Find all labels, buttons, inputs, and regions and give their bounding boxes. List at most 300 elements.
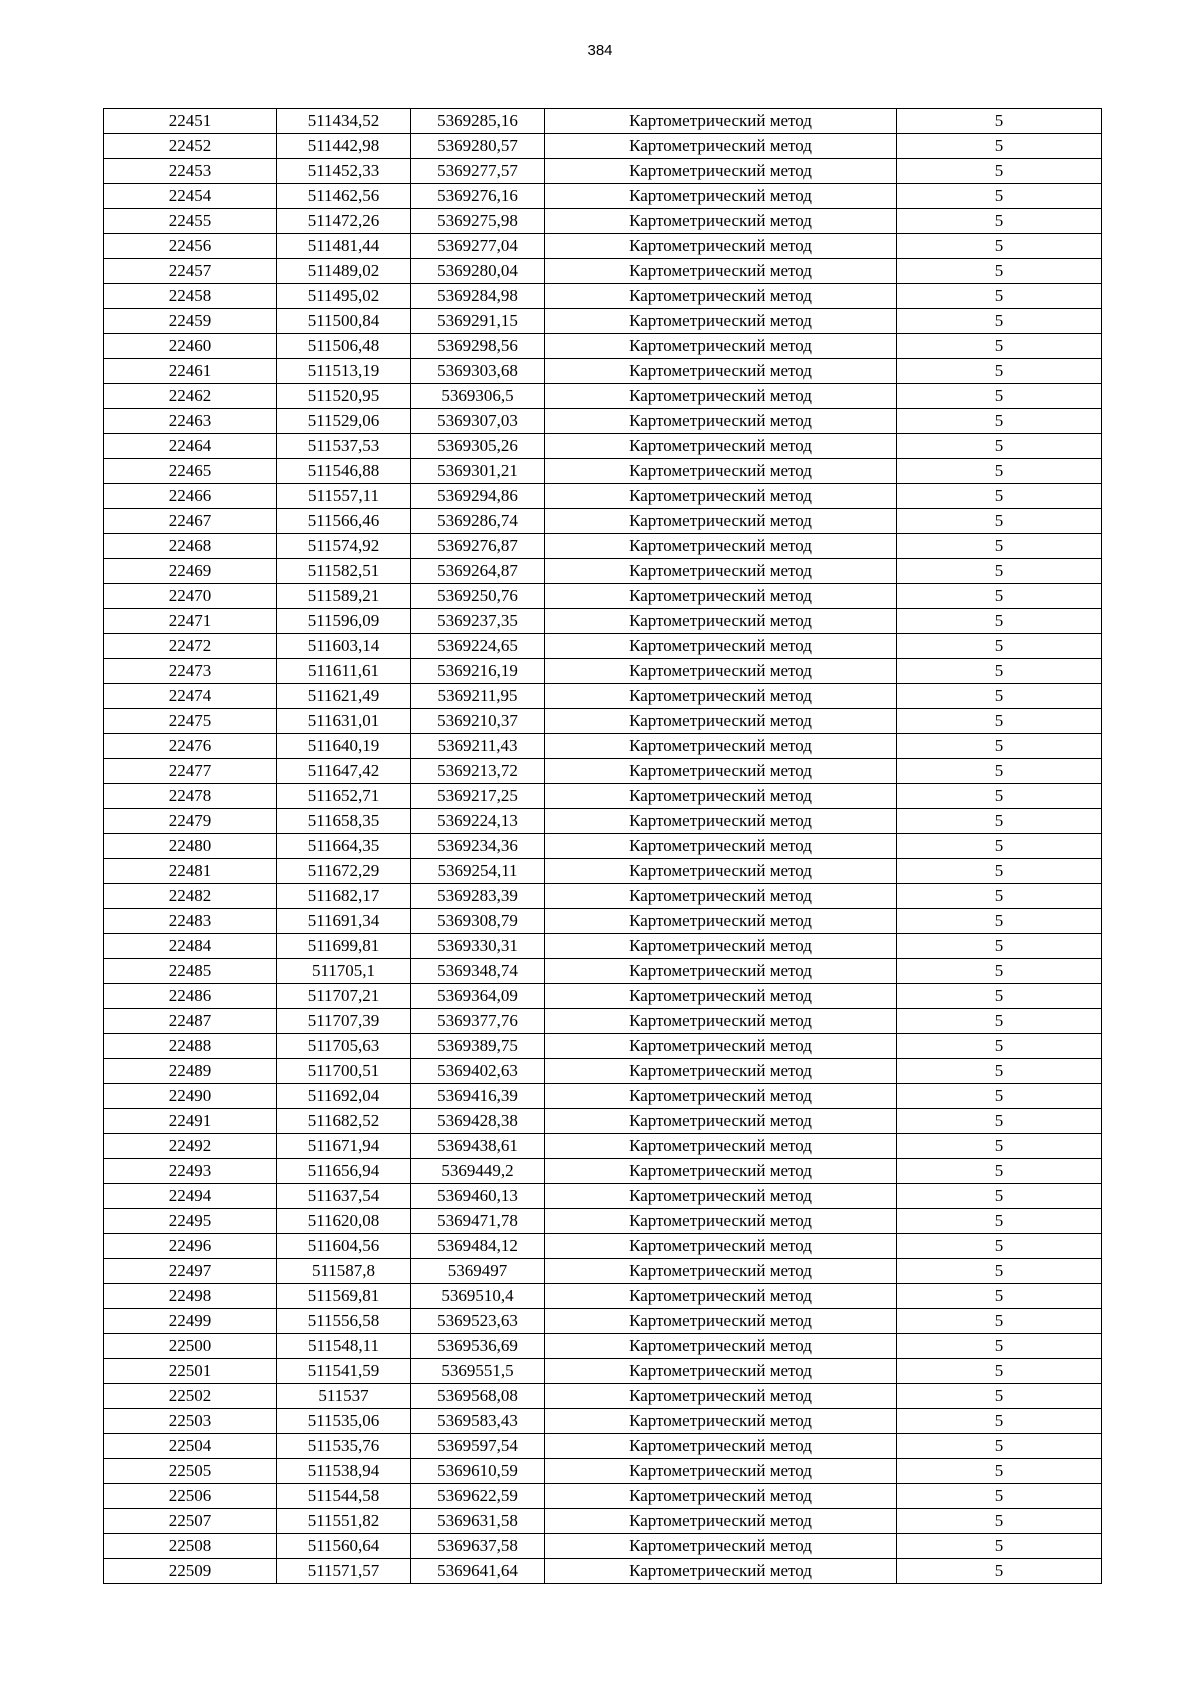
table-row — [104, 1134, 1102, 1159]
point-number-cell: 22494 — [104, 1184, 277, 1209]
y-coordinate-cell: 5369276,87 — [411, 534, 545, 559]
point-number-cell: 22496 — [104, 1234, 277, 1259]
accuracy-cell: 5 — [897, 1109, 1102, 1134]
point-number-cell: 22465 — [104, 459, 277, 484]
method-cell: Картометрический метод — [545, 1534, 897, 1559]
point-number-cell: 22451 — [104, 109, 277, 134]
table-row — [104, 1359, 1102, 1384]
point-number-cell: 22479 — [104, 809, 277, 834]
accuracy-cell: 5 — [897, 509, 1102, 534]
table-row — [104, 809, 1102, 834]
accuracy-cell: 5 — [897, 1059, 1102, 1084]
method-cell: Картометрический метод — [545, 1334, 897, 1359]
accuracy-cell: 5 — [897, 184, 1102, 209]
accuracy-cell: 5 — [897, 809, 1102, 834]
point-number-cell: 22488 — [104, 1034, 277, 1059]
method-cell: Картометрический метод — [545, 1134, 897, 1159]
accuracy-cell: 5 — [897, 334, 1102, 359]
accuracy-cell: 5 — [897, 1434, 1102, 1459]
x-coordinate-cell: 511705,1 — [277, 959, 411, 984]
x-coordinate-cell: 511452,33 — [277, 159, 411, 184]
x-coordinate-cell: 511620,08 — [277, 1209, 411, 1234]
x-coordinate-cell: 511537,53 — [277, 434, 411, 459]
accuracy-cell: 5 — [897, 1234, 1102, 1259]
x-coordinate-cell: 511705,63 — [277, 1034, 411, 1059]
accuracy-cell: 5 — [897, 934, 1102, 959]
method-cell: Картометрический метод — [545, 759, 897, 784]
method-cell: Картометрический метод — [545, 809, 897, 834]
accuracy-cell: 5 — [897, 659, 1102, 684]
method-cell: Картометрический метод — [545, 184, 897, 209]
x-coordinate-cell: 511647,42 — [277, 759, 411, 784]
table-row — [104, 509, 1102, 534]
accuracy-cell: 5 — [897, 1334, 1102, 1359]
point-number-cell: 22489 — [104, 1059, 277, 1084]
accuracy-cell: 5 — [897, 734, 1102, 759]
point-number-cell: 22455 — [104, 209, 277, 234]
y-coordinate-cell: 5369484,12 — [411, 1234, 545, 1259]
accuracy-cell: 5 — [897, 309, 1102, 334]
y-coordinate-cell: 5369224,13 — [411, 809, 545, 834]
method-cell: Картометрический метод — [545, 209, 897, 234]
method-cell: Картометрический метод — [545, 684, 897, 709]
x-coordinate-cell: 511560,64 — [277, 1534, 411, 1559]
x-coordinate-cell: 511556,58 — [277, 1309, 411, 1334]
x-coordinate-cell: 511707,39 — [277, 1009, 411, 1034]
x-coordinate-cell: 511513,19 — [277, 359, 411, 384]
point-number-cell: 22486 — [104, 984, 277, 1009]
table-row — [104, 1484, 1102, 1509]
y-coordinate-cell: 5369460,13 — [411, 1184, 545, 1209]
method-cell: Картометрический метод — [545, 509, 897, 534]
table-row — [104, 1159, 1102, 1184]
point-number-cell: 22469 — [104, 559, 277, 584]
method-cell: Картометрический метод — [545, 859, 897, 884]
y-coordinate-cell: 5369280,04 — [411, 259, 545, 284]
method-cell: Картометрический метод — [545, 1209, 897, 1234]
table-row — [104, 259, 1102, 284]
method-cell: Картометрический метод — [545, 1434, 897, 1459]
y-coordinate-cell: 5369610,59 — [411, 1459, 545, 1484]
y-coordinate-cell: 5369597,54 — [411, 1434, 545, 1459]
y-coordinate-cell: 5369641,64 — [411, 1559, 545, 1584]
accuracy-cell: 5 — [897, 1459, 1102, 1484]
y-coordinate-cell: 5369307,03 — [411, 409, 545, 434]
table-row — [104, 834, 1102, 859]
point-number-cell: 22487 — [104, 1009, 277, 1034]
method-cell: Картометрический метод — [545, 1259, 897, 1284]
accuracy-cell: 5 — [897, 959, 1102, 984]
x-coordinate-cell: 511707,21 — [277, 984, 411, 1009]
table-row — [104, 1209, 1102, 1234]
y-coordinate-cell: 5369294,86 — [411, 484, 545, 509]
method-cell: Картометрический метод — [545, 884, 897, 909]
method-cell: Картометрический метод — [545, 259, 897, 284]
method-cell: Картометрический метод — [545, 559, 897, 584]
method-cell: Картометрический метод — [545, 1084, 897, 1109]
accuracy-cell: 5 — [897, 134, 1102, 159]
point-number-cell: 22454 — [104, 184, 277, 209]
y-coordinate-cell: 5369285,16 — [411, 109, 545, 134]
accuracy-cell: 5 — [897, 1309, 1102, 1334]
point-number-cell: 22473 — [104, 659, 277, 684]
accuracy-cell: 5 — [897, 384, 1102, 409]
x-coordinate-cell: 511596,09 — [277, 609, 411, 634]
table-row — [104, 284, 1102, 309]
method-cell: Картометрический метод — [545, 709, 897, 734]
accuracy-cell: 5 — [897, 434, 1102, 459]
y-coordinate-cell: 5369277,04 — [411, 234, 545, 259]
x-coordinate-cell: 511520,95 — [277, 384, 411, 409]
accuracy-cell: 5 — [897, 1184, 1102, 1209]
y-coordinate-cell: 5369234,36 — [411, 834, 545, 859]
table-row — [104, 584, 1102, 609]
point-number-cell: 22509 — [104, 1559, 277, 1584]
method-cell: Картометрический метод — [545, 1059, 897, 1084]
table-row — [104, 759, 1102, 784]
table-row — [104, 1084, 1102, 1109]
y-coordinate-cell: 5369330,31 — [411, 934, 545, 959]
x-coordinate-cell: 511566,46 — [277, 509, 411, 534]
table-row — [104, 684, 1102, 709]
accuracy-cell: 5 — [897, 284, 1102, 309]
point-number-cell: 22500 — [104, 1334, 277, 1359]
method-cell: Картометрический метод — [545, 484, 897, 509]
accuracy-cell: 5 — [897, 1209, 1102, 1234]
accuracy-cell: 5 — [897, 634, 1102, 659]
x-coordinate-cell: 511652,71 — [277, 784, 411, 809]
method-cell: Картометрический метод — [545, 934, 897, 959]
y-coordinate-cell: 5369286,74 — [411, 509, 545, 534]
x-coordinate-cell: 511582,51 — [277, 559, 411, 584]
method-cell: Картометрический метод — [545, 1509, 897, 1534]
y-coordinate-cell: 5369216,19 — [411, 659, 545, 684]
accuracy-cell: 5 — [897, 784, 1102, 809]
x-coordinate-cell: 511557,11 — [277, 484, 411, 509]
x-coordinate-cell: 511569,81 — [277, 1284, 411, 1309]
y-coordinate-cell: 5369631,58 — [411, 1509, 545, 1534]
y-coordinate-cell: 5369211,43 — [411, 734, 545, 759]
y-coordinate-cell: 5369568,08 — [411, 1384, 545, 1409]
x-coordinate-cell: 511621,49 — [277, 684, 411, 709]
accuracy-cell: 5 — [897, 709, 1102, 734]
x-coordinate-cell: 511671,94 — [277, 1134, 411, 1159]
y-coordinate-cell: 5369551,5 — [411, 1359, 545, 1384]
y-coordinate-cell: 5369298,56 — [411, 334, 545, 359]
point-number-cell: 22466 — [104, 484, 277, 509]
method-cell: Картометрический метод — [545, 959, 897, 984]
accuracy-cell: 5 — [897, 1084, 1102, 1109]
table-row — [104, 909, 1102, 934]
method-cell: Картометрический метод — [545, 1409, 897, 1434]
accuracy-cell: 5 — [897, 1484, 1102, 1509]
method-cell: Картометрический метод — [545, 659, 897, 684]
y-coordinate-cell: 5369254,11 — [411, 859, 545, 884]
point-number-cell: 22497 — [104, 1259, 277, 1284]
accuracy-cell: 5 — [897, 1534, 1102, 1559]
point-number-cell: 22495 — [104, 1209, 277, 1234]
y-coordinate-cell: 5369308,79 — [411, 909, 545, 934]
x-coordinate-cell: 511500,84 — [277, 309, 411, 334]
accuracy-cell: 5 — [897, 1559, 1102, 1584]
y-coordinate-cell: 5369402,63 — [411, 1059, 545, 1084]
x-coordinate-cell: 511700,51 — [277, 1059, 411, 1084]
x-coordinate-cell: 511691,34 — [277, 909, 411, 934]
table-row — [104, 709, 1102, 734]
table-row — [104, 234, 1102, 259]
y-coordinate-cell: 5369275,98 — [411, 209, 545, 234]
table-row — [104, 384, 1102, 409]
page-number: 384 — [587, 42, 613, 59]
x-coordinate-cell: 511658,35 — [277, 809, 411, 834]
x-coordinate-cell: 511541,59 — [277, 1359, 411, 1384]
x-coordinate-cell: 511574,92 — [277, 534, 411, 559]
table-row — [104, 959, 1102, 984]
accuracy-cell: 5 — [897, 1009, 1102, 1034]
table-row — [104, 159, 1102, 184]
coordinates-table-body — [104, 109, 1102, 1584]
point-number-cell: 22485 — [104, 959, 277, 984]
table-row — [104, 1284, 1102, 1309]
table-row — [104, 1334, 1102, 1359]
accuracy-cell: 5 — [897, 1134, 1102, 1159]
accuracy-cell: 5 — [897, 834, 1102, 859]
method-cell: Картометрический метод — [545, 534, 897, 559]
point-number-cell: 22472 — [104, 634, 277, 659]
method-cell: Картометрический метод — [545, 334, 897, 359]
table-row — [104, 559, 1102, 584]
method-cell: Картометрический метод — [545, 1109, 897, 1134]
y-coordinate-cell: 5369305,26 — [411, 434, 545, 459]
point-number-cell: 22491 — [104, 1109, 277, 1134]
x-coordinate-cell: 511535,06 — [277, 1409, 411, 1434]
y-coordinate-cell: 5369301,21 — [411, 459, 545, 484]
table-row — [104, 1009, 1102, 1034]
x-coordinate-cell: 511535,76 — [277, 1434, 411, 1459]
accuracy-cell: 5 — [897, 1384, 1102, 1409]
accuracy-cell: 5 — [897, 609, 1102, 634]
table-row — [104, 884, 1102, 909]
method-cell: Картометрический метод — [545, 609, 897, 634]
table-row — [104, 134, 1102, 159]
method-cell: Картометрический метод — [545, 1234, 897, 1259]
point-number-cell: 22492 — [104, 1134, 277, 1159]
y-coordinate-cell: 5369428,38 — [411, 1109, 545, 1134]
method-cell: Картометрический метод — [545, 1559, 897, 1584]
x-coordinate-cell: 511489,02 — [277, 259, 411, 284]
table-row — [104, 934, 1102, 959]
x-coordinate-cell: 511587,8 — [277, 1259, 411, 1284]
point-number-cell: 22453 — [104, 159, 277, 184]
table-row — [104, 659, 1102, 684]
y-coordinate-cell: 5369449,2 — [411, 1159, 545, 1184]
x-coordinate-cell: 511699,81 — [277, 934, 411, 959]
y-coordinate-cell: 5369637,58 — [411, 1534, 545, 1559]
method-cell: Картометрический метод — [545, 909, 897, 934]
point-number-cell: 22458 — [104, 284, 277, 309]
table-row — [104, 359, 1102, 384]
method-cell: Картометрический метод — [545, 1359, 897, 1384]
method-cell: Картометрический метод — [545, 1159, 897, 1184]
accuracy-cell: 5 — [897, 1284, 1102, 1309]
x-coordinate-cell: 511604,56 — [277, 1234, 411, 1259]
table-row — [104, 434, 1102, 459]
accuracy-cell: 5 — [897, 584, 1102, 609]
table-row — [104, 409, 1102, 434]
table-row — [104, 484, 1102, 509]
table-row — [104, 984, 1102, 1009]
y-coordinate-cell: 5369438,61 — [411, 1134, 545, 1159]
method-cell: Картометрический метод — [545, 1184, 897, 1209]
table-row — [104, 459, 1102, 484]
table-row — [104, 209, 1102, 234]
accuracy-cell: 5 — [897, 1359, 1102, 1384]
x-coordinate-cell: 511544,58 — [277, 1484, 411, 1509]
y-coordinate-cell: 5369277,57 — [411, 159, 545, 184]
table-row — [104, 1559, 1102, 1584]
point-number-cell: 22505 — [104, 1459, 277, 1484]
table-row — [104, 609, 1102, 634]
x-coordinate-cell: 511472,26 — [277, 209, 411, 234]
x-coordinate-cell: 511495,02 — [277, 284, 411, 309]
method-cell: Картометрический метод — [545, 734, 897, 759]
x-coordinate-cell: 511529,06 — [277, 409, 411, 434]
table-row — [104, 784, 1102, 809]
point-number-cell: 22483 — [104, 909, 277, 934]
y-coordinate-cell: 5369364,09 — [411, 984, 545, 1009]
method-cell: Картометрический метод — [545, 134, 897, 159]
point-number-cell: 22463 — [104, 409, 277, 434]
y-coordinate-cell: 5369291,15 — [411, 309, 545, 334]
point-number-cell: 22484 — [104, 934, 277, 959]
x-coordinate-cell: 511546,88 — [277, 459, 411, 484]
accuracy-cell: 5 — [897, 359, 1102, 384]
point-number-cell: 22474 — [104, 684, 277, 709]
accuracy-cell: 5 — [897, 884, 1102, 909]
y-coordinate-cell: 5369583,43 — [411, 1409, 545, 1434]
accuracy-cell: 5 — [897, 534, 1102, 559]
table-row — [104, 1034, 1102, 1059]
method-cell: Картометрический метод — [545, 1034, 897, 1059]
method-cell: Картометрический метод — [545, 1484, 897, 1509]
accuracy-cell: 5 — [897, 984, 1102, 1009]
point-number-cell: 22498 — [104, 1284, 277, 1309]
accuracy-cell: 5 — [897, 234, 1102, 259]
y-coordinate-cell: 5369217,25 — [411, 784, 545, 809]
y-coordinate-cell: 5369523,63 — [411, 1309, 545, 1334]
y-coordinate-cell: 5369377,76 — [411, 1009, 545, 1034]
x-coordinate-cell: 511548,11 — [277, 1334, 411, 1359]
method-cell: Картометрический метод — [545, 359, 897, 384]
method-cell: Картометрический метод — [545, 384, 897, 409]
method-cell: Картометрический метод — [545, 434, 897, 459]
x-coordinate-cell: 511551,82 — [277, 1509, 411, 1534]
method-cell: Картометрический метод — [545, 309, 897, 334]
y-coordinate-cell: 5369622,59 — [411, 1484, 545, 1509]
point-number-cell: 22461 — [104, 359, 277, 384]
method-cell: Картометрический метод — [545, 1284, 897, 1309]
table-row — [104, 534, 1102, 559]
x-coordinate-cell: 511442,98 — [277, 134, 411, 159]
accuracy-cell: 5 — [897, 684, 1102, 709]
table-row — [104, 1109, 1102, 1134]
table-row — [104, 1059, 1102, 1084]
accuracy-cell: 5 — [897, 859, 1102, 884]
table-row — [104, 1459, 1102, 1484]
point-number-cell: 22452 — [104, 134, 277, 159]
accuracy-cell: 5 — [897, 1159, 1102, 1184]
method-cell: Картометрический метод — [545, 1459, 897, 1484]
point-number-cell: 22477 — [104, 759, 277, 784]
table-row — [104, 1234, 1102, 1259]
y-coordinate-cell: 5369237,35 — [411, 609, 545, 634]
y-coordinate-cell: 5369283,39 — [411, 884, 545, 909]
point-number-cell: 22457 — [104, 259, 277, 284]
method-cell: Картометрический метод — [545, 834, 897, 859]
x-coordinate-cell: 511656,94 — [277, 1159, 411, 1184]
x-coordinate-cell: 511538,94 — [277, 1459, 411, 1484]
point-number-cell: 22459 — [104, 309, 277, 334]
table-row — [104, 1534, 1102, 1559]
point-number-cell: 22471 — [104, 609, 277, 634]
method-cell: Картометрический метод — [545, 984, 897, 1009]
method-cell: Картометрический метод — [545, 634, 897, 659]
accuracy-cell: 5 — [897, 759, 1102, 784]
x-coordinate-cell: 511603,14 — [277, 634, 411, 659]
accuracy-cell: 5 — [897, 209, 1102, 234]
point-number-cell: 22490 — [104, 1084, 277, 1109]
method-cell: Картометрический метод — [545, 784, 897, 809]
point-number-cell: 22467 — [104, 509, 277, 534]
table-row — [104, 1434, 1102, 1459]
table-row — [104, 859, 1102, 884]
y-coordinate-cell: 5369510,4 — [411, 1284, 545, 1309]
point-number-cell: 22475 — [104, 709, 277, 734]
y-coordinate-cell: 5369264,87 — [411, 559, 545, 584]
accuracy-cell: 5 — [897, 259, 1102, 284]
y-coordinate-cell: 5369536,69 — [411, 1334, 545, 1359]
accuracy-cell: 5 — [897, 159, 1102, 184]
x-coordinate-cell: 511640,19 — [277, 734, 411, 759]
table-row — [104, 1309, 1102, 1334]
accuracy-cell: 5 — [897, 1509, 1102, 1534]
point-number-cell: 22456 — [104, 234, 277, 259]
y-coordinate-cell: 5369497 — [411, 1259, 545, 1284]
x-coordinate-cell: 511664,35 — [277, 834, 411, 859]
point-number-cell: 22507 — [104, 1509, 277, 1534]
point-number-cell: 22476 — [104, 734, 277, 759]
point-number-cell: 22508 — [104, 1534, 277, 1559]
method-cell: Картометрический метод — [545, 584, 897, 609]
y-coordinate-cell: 5369348,74 — [411, 959, 545, 984]
x-coordinate-cell: 511611,61 — [277, 659, 411, 684]
accuracy-cell: 5 — [897, 1034, 1102, 1059]
y-coordinate-cell: 5369211,95 — [411, 684, 545, 709]
y-coordinate-cell: 5369471,78 — [411, 1209, 545, 1234]
table-row — [104, 309, 1102, 334]
x-coordinate-cell: 511682,17 — [277, 884, 411, 909]
point-number-cell: 22499 — [104, 1309, 277, 1334]
table-row — [104, 1509, 1102, 1534]
x-coordinate-cell: 511637,54 — [277, 1184, 411, 1209]
x-coordinate-cell: 511434,52 — [277, 109, 411, 134]
point-number-cell: 22470 — [104, 584, 277, 609]
y-coordinate-cell: 5369416,39 — [411, 1084, 545, 1109]
x-coordinate-cell: 511589,21 — [277, 584, 411, 609]
accuracy-cell: 5 — [897, 909, 1102, 934]
table-row — [104, 1409, 1102, 1434]
x-coordinate-cell: 511692,04 — [277, 1084, 411, 1109]
